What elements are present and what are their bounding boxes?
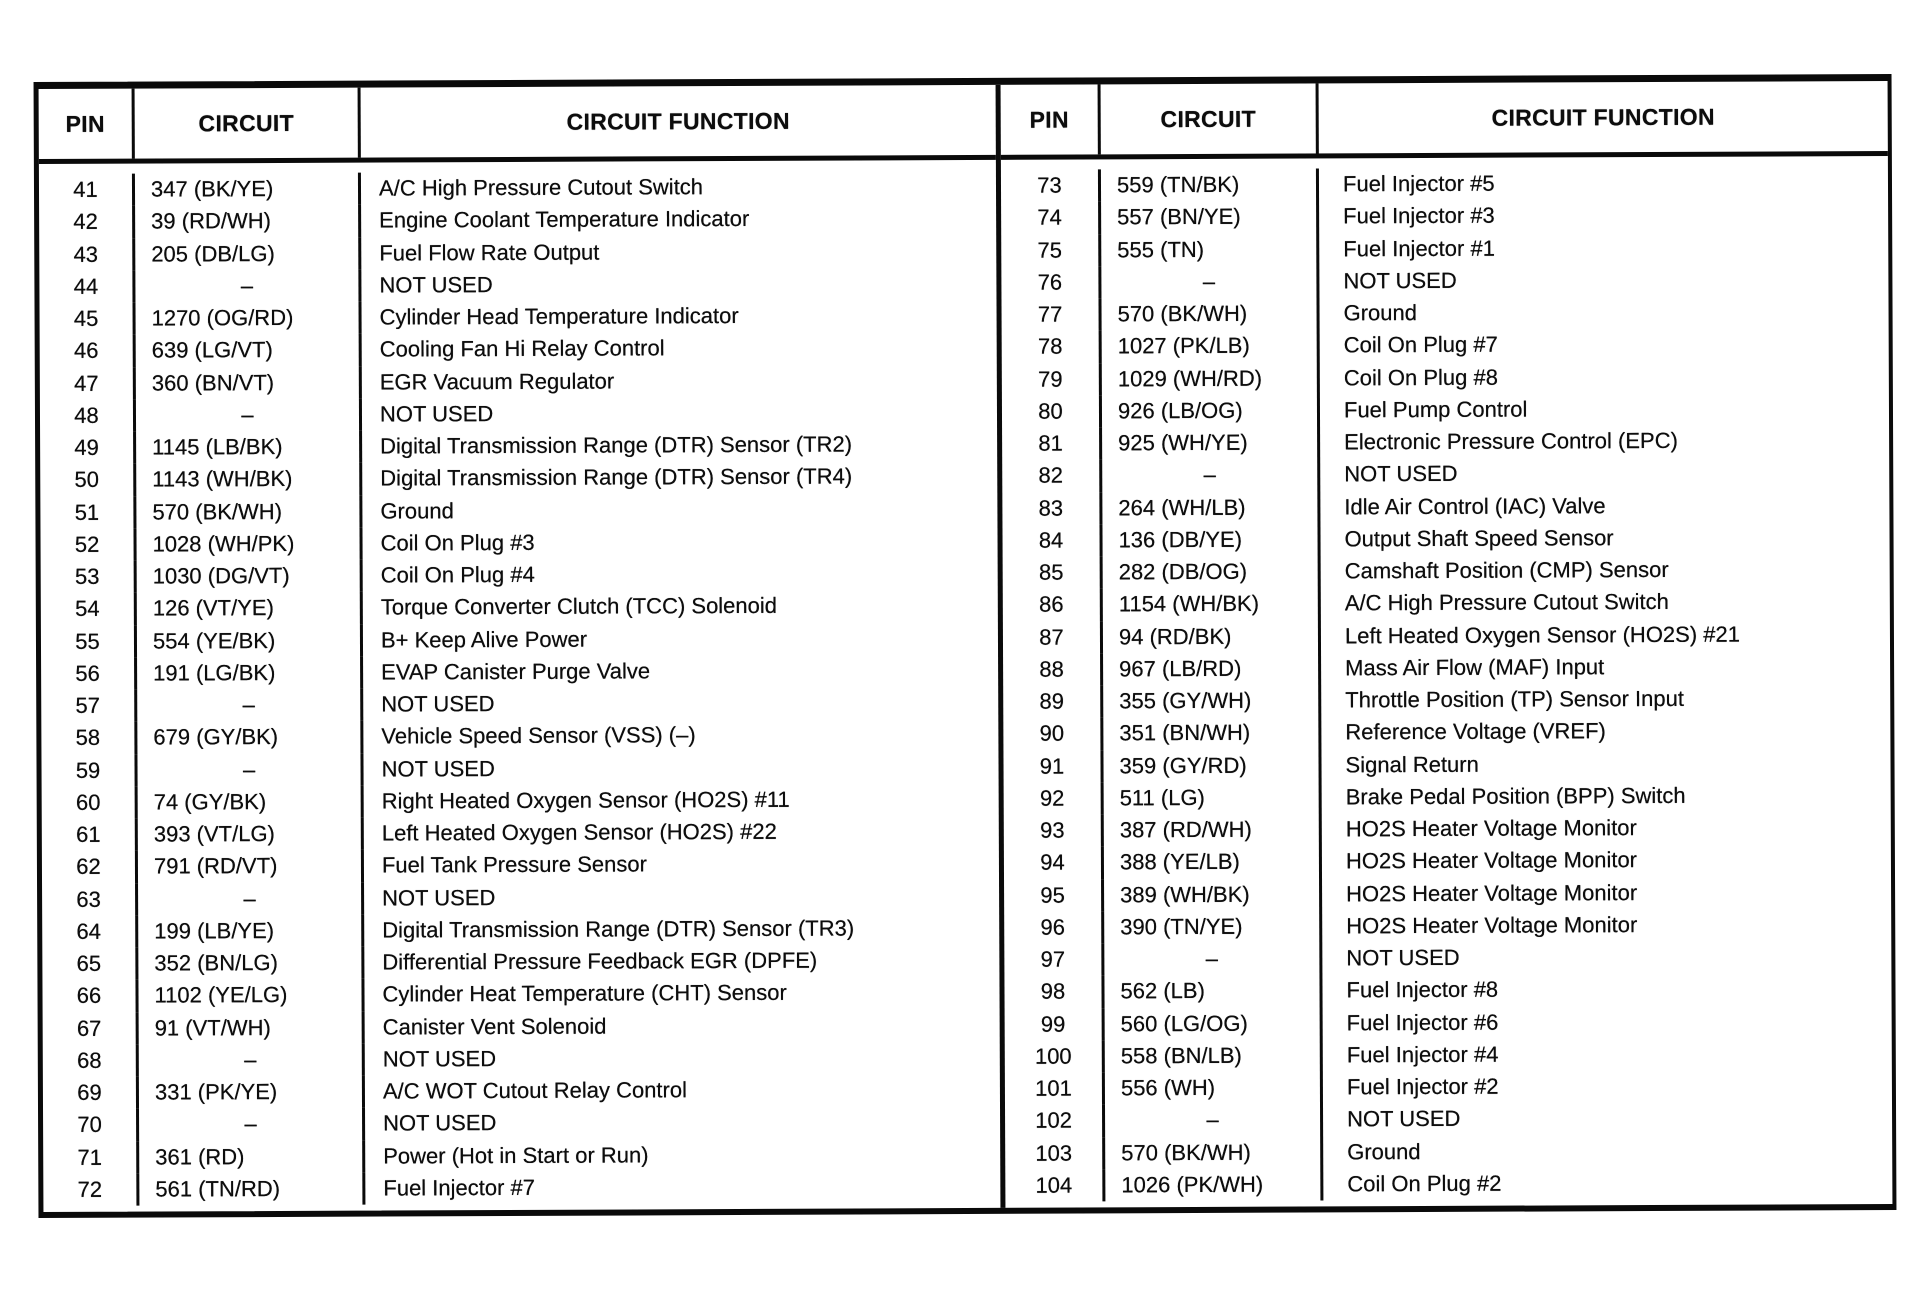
table-row <box>1005 1101 1892 1137</box>
circuit-cell: 94 (RD/BK) <box>1103 620 1321 653</box>
table-row <box>40 396 997 432</box>
circuit-function-cell: Cylinder Head Temperature Indicator <box>379 303 739 330</box>
circuit-cell: 347 (BK/YE) <box>135 173 361 206</box>
pin-cell: 86 <box>1003 589 1103 622</box>
table-row <box>1001 166 1888 202</box>
circuit-function-cell: NOT USED <box>1346 944 1460 971</box>
table-row <box>40 363 997 399</box>
pin-cell: 70 <box>43 1109 139 1142</box>
header-pin: PIN <box>1001 84 1101 154</box>
table-row <box>1005 1166 1892 1202</box>
table-row <box>1003 585 1890 621</box>
pin-cell: 101 <box>1005 1072 1105 1105</box>
pin-cell: 79 <box>1002 363 1102 396</box>
pin-cell: 99 <box>1005 1008 1105 1041</box>
circuit-cell: 389 (WH/BK) <box>1104 878 1322 911</box>
pin-cell: 81 <box>1002 427 1102 460</box>
circuit-cell: – <box>136 398 362 431</box>
table-body-left <box>39 160 1001 1212</box>
table-row <box>41 686 998 722</box>
circuit-function-cell: Electronic Pressure Control (EPC) <box>1344 428 1678 455</box>
table-row <box>1002 327 1889 363</box>
pin-cell: 60 <box>42 786 138 819</box>
table-row <box>1003 746 1890 782</box>
circuit-cell: 390 (TN/YE) <box>1104 910 1322 943</box>
circuit-cell: 560 (LG/OG) <box>1105 1007 1323 1040</box>
circuit-function-cell: Coil On Plug #2 <box>1347 1170 1502 1197</box>
pin-cell: 69 <box>43 1077 139 1110</box>
table-row <box>1003 714 1890 750</box>
pin-cell: 90 <box>1003 718 1103 751</box>
pin-cell: 72 <box>43 1173 139 1206</box>
pcm-pinout-table <box>34 74 1897 1218</box>
circuit-function-cell: Coil On Plug #7 <box>1343 332 1498 358</box>
table-row <box>1001 230 1888 266</box>
circuit-cell: 570 (BK/WH) <box>1101 297 1319 330</box>
pin-cell: 73 <box>1001 169 1101 202</box>
table-row <box>1004 779 1891 815</box>
table-row <box>41 557 998 593</box>
circuit-function-cell: Coil On Plug #4 <box>380 562 535 588</box>
table-header-left <box>39 85 996 164</box>
table-row <box>1004 811 1891 847</box>
circuit-function-cell: NOT USED <box>382 1045 497 1072</box>
table-header-right <box>1001 81 1888 160</box>
table-row <box>1004 908 1891 944</box>
pin-cell: 49 <box>40 432 136 465</box>
pin-cell: 82 <box>1002 460 1102 493</box>
circuit-function-cell: Fuel Injector #8 <box>1346 977 1499 1003</box>
pin-cell: 87 <box>1003 621 1103 654</box>
table-row <box>43 1105 1000 1141</box>
circuit-function-cell: Camshaft Position (CMP) Sensor <box>1344 557 1669 584</box>
pin-cell: 41 <box>39 174 135 207</box>
pin-cell: 45 <box>39 303 135 336</box>
circuit-cell: 136 (DB/YE) <box>1102 523 1320 556</box>
pin-cell: 66 <box>42 980 138 1013</box>
table-row <box>39 299 996 335</box>
circuit-cell: – <box>1105 1104 1323 1137</box>
circuit-cell: 1270 (OG/RD) <box>135 302 361 335</box>
circuit-function-cell: EVAP Canister Purge Valve <box>381 658 651 685</box>
circuit-cell: 556 (WH) <box>1105 1071 1323 1104</box>
circuit-function-cell: Canister Vent Solenoid <box>382 1013 607 1040</box>
circuit-cell: – <box>1104 942 1322 975</box>
table-row <box>1004 843 1891 879</box>
circuit-function-cell: Brake Pedal Position (BPP) Switch <box>1345 782 1686 810</box>
table-row <box>1003 650 1890 686</box>
pin-cell: 76 <box>1001 266 1101 299</box>
table-row <box>43 1137 1000 1173</box>
table-row <box>1002 392 1889 428</box>
circuit-function-cell: Reference Voltage (VREF) <box>1345 718 1606 745</box>
table-row <box>39 170 996 206</box>
pinout-table-left-half <box>39 85 1006 1212</box>
pin-cell: 46 <box>40 335 136 368</box>
table-row <box>1003 617 1890 653</box>
circuit-function-cell: Digital Transmission Range (DTR) Sensor (TR3) <box>382 915 855 943</box>
circuit-function-cell: NOT USED <box>381 691 495 717</box>
table-row <box>41 621 998 657</box>
circuit-function-cell: Fuel Injector #4 <box>1346 1041 1499 1068</box>
pin-cell: 71 <box>43 1141 139 1174</box>
circuit-cell: – <box>135 269 361 302</box>
table-row <box>43 1073 1000 1109</box>
pin-cell: 80 <box>1002 395 1102 428</box>
table-row <box>39 202 996 238</box>
pin-cell: 62 <box>42 851 138 884</box>
pin-cell: 63 <box>42 883 138 916</box>
circuit-function-cell: HO2S Heater Voltage Monitor <box>1345 815 1637 842</box>
table-row <box>42 879 999 915</box>
table-row <box>1001 198 1888 234</box>
circuit-cell: – <box>137 689 363 722</box>
circuit-function-cell: Fuel Injector #7 <box>383 1174 536 1201</box>
circuit-function-cell: Coil On Plug #3 <box>380 529 535 556</box>
table-row <box>1003 553 1890 589</box>
circuit-cell: 1027 (PK/LB) <box>1102 330 1320 363</box>
table-row <box>42 976 999 1012</box>
table-row <box>1005 1037 1892 1073</box>
header-circuit-function: CIRCUIT FUNCTION <box>566 107 790 135</box>
pin-cell: 43 <box>39 238 135 271</box>
circuit-function-cell: NOT USED <box>1343 267 1457 294</box>
pin-cell: 91 <box>1003 750 1103 783</box>
circuit-cell: 282 (DB/OG) <box>1103 555 1321 588</box>
table-row <box>1002 521 1889 557</box>
pin-cell: 58 <box>41 722 137 755</box>
table-row <box>43 1041 1000 1077</box>
circuit-cell: 555 (TN) <box>1101 233 1319 266</box>
circuit-cell: 562 (LB) <box>1104 975 1322 1008</box>
table-body-right <box>1001 156 1893 1208</box>
table-row <box>1004 940 1891 976</box>
circuit-cell: 570 (BK/WH) <box>1105 1136 1323 1169</box>
pin-cell: 83 <box>1002 492 1102 525</box>
pin-cell: 94 <box>1004 847 1104 880</box>
table-row <box>42 815 999 851</box>
pin-cell: 103 <box>1005 1137 1105 1170</box>
circuit-function-cell: HO2S Heater Voltage Monitor <box>1346 911 1638 939</box>
table-row <box>42 847 999 883</box>
circuit-cell: – <box>139 1043 365 1076</box>
table-row <box>41 718 998 754</box>
pin-cell: 100 <box>1005 1040 1105 1073</box>
pin-cell: 59 <box>41 754 137 787</box>
circuit-cell: 1030 (DG/VT) <box>137 560 363 593</box>
circuit-function-cell: Torque Converter Clutch (TCC) Solenoid <box>380 593 778 620</box>
pinout-table-right-half <box>1001 81 1893 1208</box>
circuit-function-cell: Fuel Tank Pressure Sensor <box>381 851 647 878</box>
pin-cell: 89 <box>1003 685 1103 718</box>
table-row <box>1005 1069 1892 1105</box>
circuit-cell: 360 (BN/VT) <box>136 366 362 399</box>
pin-cell: 42 <box>39 206 135 239</box>
circuit-function-cell: Fuel Flow Rate Output <box>379 239 600 266</box>
table-row <box>1002 359 1889 395</box>
circuit-cell: 91 (VT/WH) <box>139 1011 365 1044</box>
circuit-function-cell: Fuel Injector #1 <box>1343 235 1495 261</box>
pin-cell: 75 <box>1001 234 1101 267</box>
circuit-cell: 361 (RD) <box>139 1140 365 1173</box>
pin-cell: 57 <box>41 690 137 723</box>
table-row <box>39 234 996 270</box>
circuit-cell: – <box>139 1108 365 1141</box>
table-row <box>43 1170 1000 1206</box>
circuit-function-cell: NOT USED <box>379 400 494 427</box>
circuit-cell: 352 (BN/LG) <box>138 947 364 980</box>
circuit-cell: 39 (RD/WH) <box>135 205 361 238</box>
circuit-function-cell: Digital Transmission Range (DTR) Sensor (TR4) <box>380 463 853 491</box>
table-row <box>1001 263 1888 299</box>
pin-cell: 88 <box>1003 653 1103 686</box>
circuit-function-cell: Fuel Injector #3 <box>1343 203 1495 229</box>
pin-cell: 74 <box>1001 202 1101 235</box>
pin-cell: 61 <box>42 819 138 852</box>
circuit-cell: 1029 (WH/RD) <box>1102 362 1320 395</box>
circuit-function-cell: Fuel Pump Control <box>1343 396 1528 423</box>
pin-cell: 84 <box>1002 524 1102 557</box>
pin-cell: 93 <box>1004 814 1104 847</box>
pin-cell: 67 <box>43 1012 139 1045</box>
circuit-cell: 679 (GY/BK) <box>137 721 363 754</box>
pin-cell: 104 <box>1005 1169 1105 1202</box>
pin-cell: 65 <box>42 948 138 981</box>
circuit-cell: 387 (RD/WH) <box>1104 813 1322 846</box>
circuit-cell: 558 (BN/LB) <box>1105 1039 1323 1072</box>
circuit-function-cell: HO2S Heater Voltage Monitor <box>1346 879 1638 906</box>
table-row <box>40 525 997 561</box>
circuit-function-cell: Throttle Position (TP) Sensor Input <box>1345 685 1684 713</box>
circuit-function-cell: NOT USED <box>1347 1106 1461 1132</box>
pin-cell: 96 <box>1004 911 1104 944</box>
circuit-cell: 791 (RD/VT) <box>138 850 364 883</box>
table-row <box>42 912 999 948</box>
circuit-function-cell: Differential Pressure Feedback EGR (DPFE) <box>382 947 818 975</box>
pin-cell: 92 <box>1004 782 1104 815</box>
circuit-function-cell: EGR Vacuum Regulator <box>379 368 615 395</box>
circuit-function-cell: Cylinder Heat Temperature (CHT) Sensor <box>382 980 787 1007</box>
circuit-function-cell: NOT USED <box>382 884 496 911</box>
pin-cell: 51 <box>40 496 136 529</box>
pin-cell: 54 <box>41 593 137 626</box>
pin-cell: 52 <box>40 528 136 561</box>
circuit-cell: 191 (LG/BK) <box>137 656 363 689</box>
header-circuit: CIRCUIT <box>135 88 361 159</box>
circuit-cell: 388 (YE/LB) <box>1104 846 1322 879</box>
circuit-function-cell: Engine Coolant Temperature Indicator <box>379 206 750 233</box>
circuit-function-cell: NOT USED <box>383 1110 497 1136</box>
pin-cell: 97 <box>1004 943 1104 976</box>
circuit-cell: 557 (BN/YE) <box>1101 201 1319 234</box>
circuit-cell: 561 (TN/RD) <box>139 1172 365 1205</box>
circuit-function-cell: NOT USED <box>381 755 495 782</box>
pin-cell: 98 <box>1004 976 1104 1009</box>
circuit-function-cell: Ground <box>1347 1138 1421 1164</box>
circuit-cell: – <box>1102 459 1320 492</box>
circuit-function-cell: NOT USED <box>379 271 493 298</box>
circuit-cell: 1102 (YE/LG) <box>138 979 364 1012</box>
circuit-function-cell: Ground <box>1343 300 1417 326</box>
pin-cell: 53 <box>41 561 137 594</box>
table-row <box>43 1008 1000 1044</box>
circuit-cell: 639 (LG/VT) <box>136 334 362 367</box>
table-row <box>1003 682 1890 718</box>
circuit-cell: 74 (GY/BK) <box>138 785 364 818</box>
pin-cell: 64 <box>42 915 138 948</box>
pin-cell: 77 <box>1001 298 1101 331</box>
table-row <box>1002 488 1889 524</box>
table-row <box>42 783 999 819</box>
circuit-function-cell: A/C High Pressure Cutout Switch <box>1344 589 1669 616</box>
circuit-cell: 355 (GY/WH) <box>1103 684 1321 717</box>
circuit-function-cell: Fuel Injector #5 <box>1342 170 1495 197</box>
circuit-cell: 559 (TN/BK) <box>1101 168 1319 201</box>
circuit-function-cell: Fuel Injector #6 <box>1346 1009 1499 1035</box>
pin-cell: 85 <box>1003 556 1103 589</box>
pin-cell: 78 <box>1002 331 1102 364</box>
circuit-cell: 393 (VT/LG) <box>138 818 364 851</box>
circuit-function-cell: Digital Transmission Range (DTR) Sensor (TR2) <box>380 431 853 459</box>
circuit-function-cell: Signal Return <box>1345 751 1479 777</box>
circuit-function-cell: Vehicle Speed Sensor (VSS) (–) <box>381 722 696 749</box>
circuit-cell: 199 (LB/YE) <box>138 914 364 947</box>
table-row <box>1002 456 1889 492</box>
pin-cell: 44 <box>39 270 135 303</box>
circuit-cell: 126 (VT/YE) <box>137 592 363 625</box>
pin-cell: 50 <box>40 464 136 497</box>
circuit-cell: 331 (PK/YE) <box>139 1076 365 1109</box>
circuit-cell: 1154 (WH/BK) <box>1103 588 1321 621</box>
pin-cell: 56 <box>41 657 137 690</box>
pin-cell: 102 <box>1005 1105 1105 1138</box>
circuit-function-cell: Power (Hot in Start or Run) <box>383 1142 649 1169</box>
pin-cell: 47 <box>40 367 136 400</box>
table-row <box>1005 1133 1892 1169</box>
circuit-function-cell: Fuel Injector #2 <box>1346 1073 1499 1100</box>
circuit-function-cell: Output Shaft Speed Sensor <box>1344 525 1614 552</box>
pin-cell: 68 <box>43 1044 139 1077</box>
circuit-function-cell: Right Heated Oxygen Sensor (HO2S) #11 <box>381 786 790 814</box>
circuit-function-cell: Left Heated Oxygen Sensor (HO2S) #21 <box>1344 621 1741 648</box>
circuit-cell: 205 (DB/LG) <box>135 237 361 270</box>
circuit-cell: 1145 (LB/BK) <box>136 431 362 464</box>
circuit-cell: – <box>137 753 363 786</box>
circuit-function-cell: A/C High Pressure Cutout Switch <box>378 174 704 201</box>
header-circuit: CIRCUIT <box>1101 83 1319 154</box>
circuit-cell: 926 (LB/OG) <box>1102 394 1320 427</box>
table-row <box>40 428 997 464</box>
pin-cell: 55 <box>41 625 137 658</box>
circuit-cell: – <box>138 882 364 915</box>
circuit-function-cell: Coil On Plug #8 <box>1343 364 1498 390</box>
circuit-cell: 925 (WH/YE) <box>1102 426 1320 459</box>
table-row <box>40 331 997 367</box>
circuit-function-cell: HO2S Heater Voltage Monitor <box>1345 847 1638 874</box>
circuit-function-cell: Cooling Fan Hi Relay Control <box>379 335 665 362</box>
circuit-function-cell: A/C WOT Cutout Relay Control <box>382 1077 688 1104</box>
circuit-cell: 1143 (WH/BK) <box>136 463 362 496</box>
pin-cell: 95 <box>1004 879 1104 912</box>
circuit-function-cell: B+ Keep Alive Power <box>380 626 588 653</box>
table-row <box>39 267 996 303</box>
circuit-cell: 511 (LG) <box>1104 781 1322 814</box>
table-row <box>40 492 997 528</box>
circuit-function-cell: Ground <box>380 497 454 524</box>
header-circuit-function: CIRCUIT FUNCTION <box>1491 103 1715 131</box>
circuit-cell: 1028 (WH/PK) <box>136 527 362 560</box>
circuit-function-cell: Left Heated Oxygen Sensor (HO2S) #22 <box>381 818 777 846</box>
table-row <box>41 654 998 690</box>
circuit-cell: 554 (YE/BK) <box>137 624 363 657</box>
circuit-cell: 1026 (PK/WH) <box>1105 1168 1323 1201</box>
circuit-cell: 570 (BK/WH) <box>136 495 362 528</box>
circuit-cell: – <box>1101 265 1319 298</box>
table-row <box>1002 424 1889 460</box>
pin-cell: 48 <box>40 399 136 432</box>
circuit-function-cell: Idle Air Control (IAC) Valve <box>1344 492 1606 519</box>
circuit-cell: 264 (WH/LB) <box>1102 491 1320 524</box>
table-row <box>41 750 998 786</box>
table-row <box>1004 972 1891 1008</box>
circuit-function-cell: NOT USED <box>1344 461 1458 487</box>
circuit-function-cell: Mass Air Flow (MAF) Input <box>1345 654 1605 681</box>
table-row <box>1004 875 1891 911</box>
table-row <box>1001 295 1888 331</box>
table-row <box>40 460 997 496</box>
header-pin: PIN <box>39 89 135 159</box>
circuit-cell: 967 (LB/RD) <box>1103 652 1321 685</box>
table-row <box>1005 1004 1892 1040</box>
circuit-cell: 359 (GY/RD) <box>1103 749 1321 782</box>
table-row <box>42 944 999 980</box>
circuit-cell: 351 (BN/WH) <box>1103 717 1321 750</box>
table-row <box>41 589 998 625</box>
